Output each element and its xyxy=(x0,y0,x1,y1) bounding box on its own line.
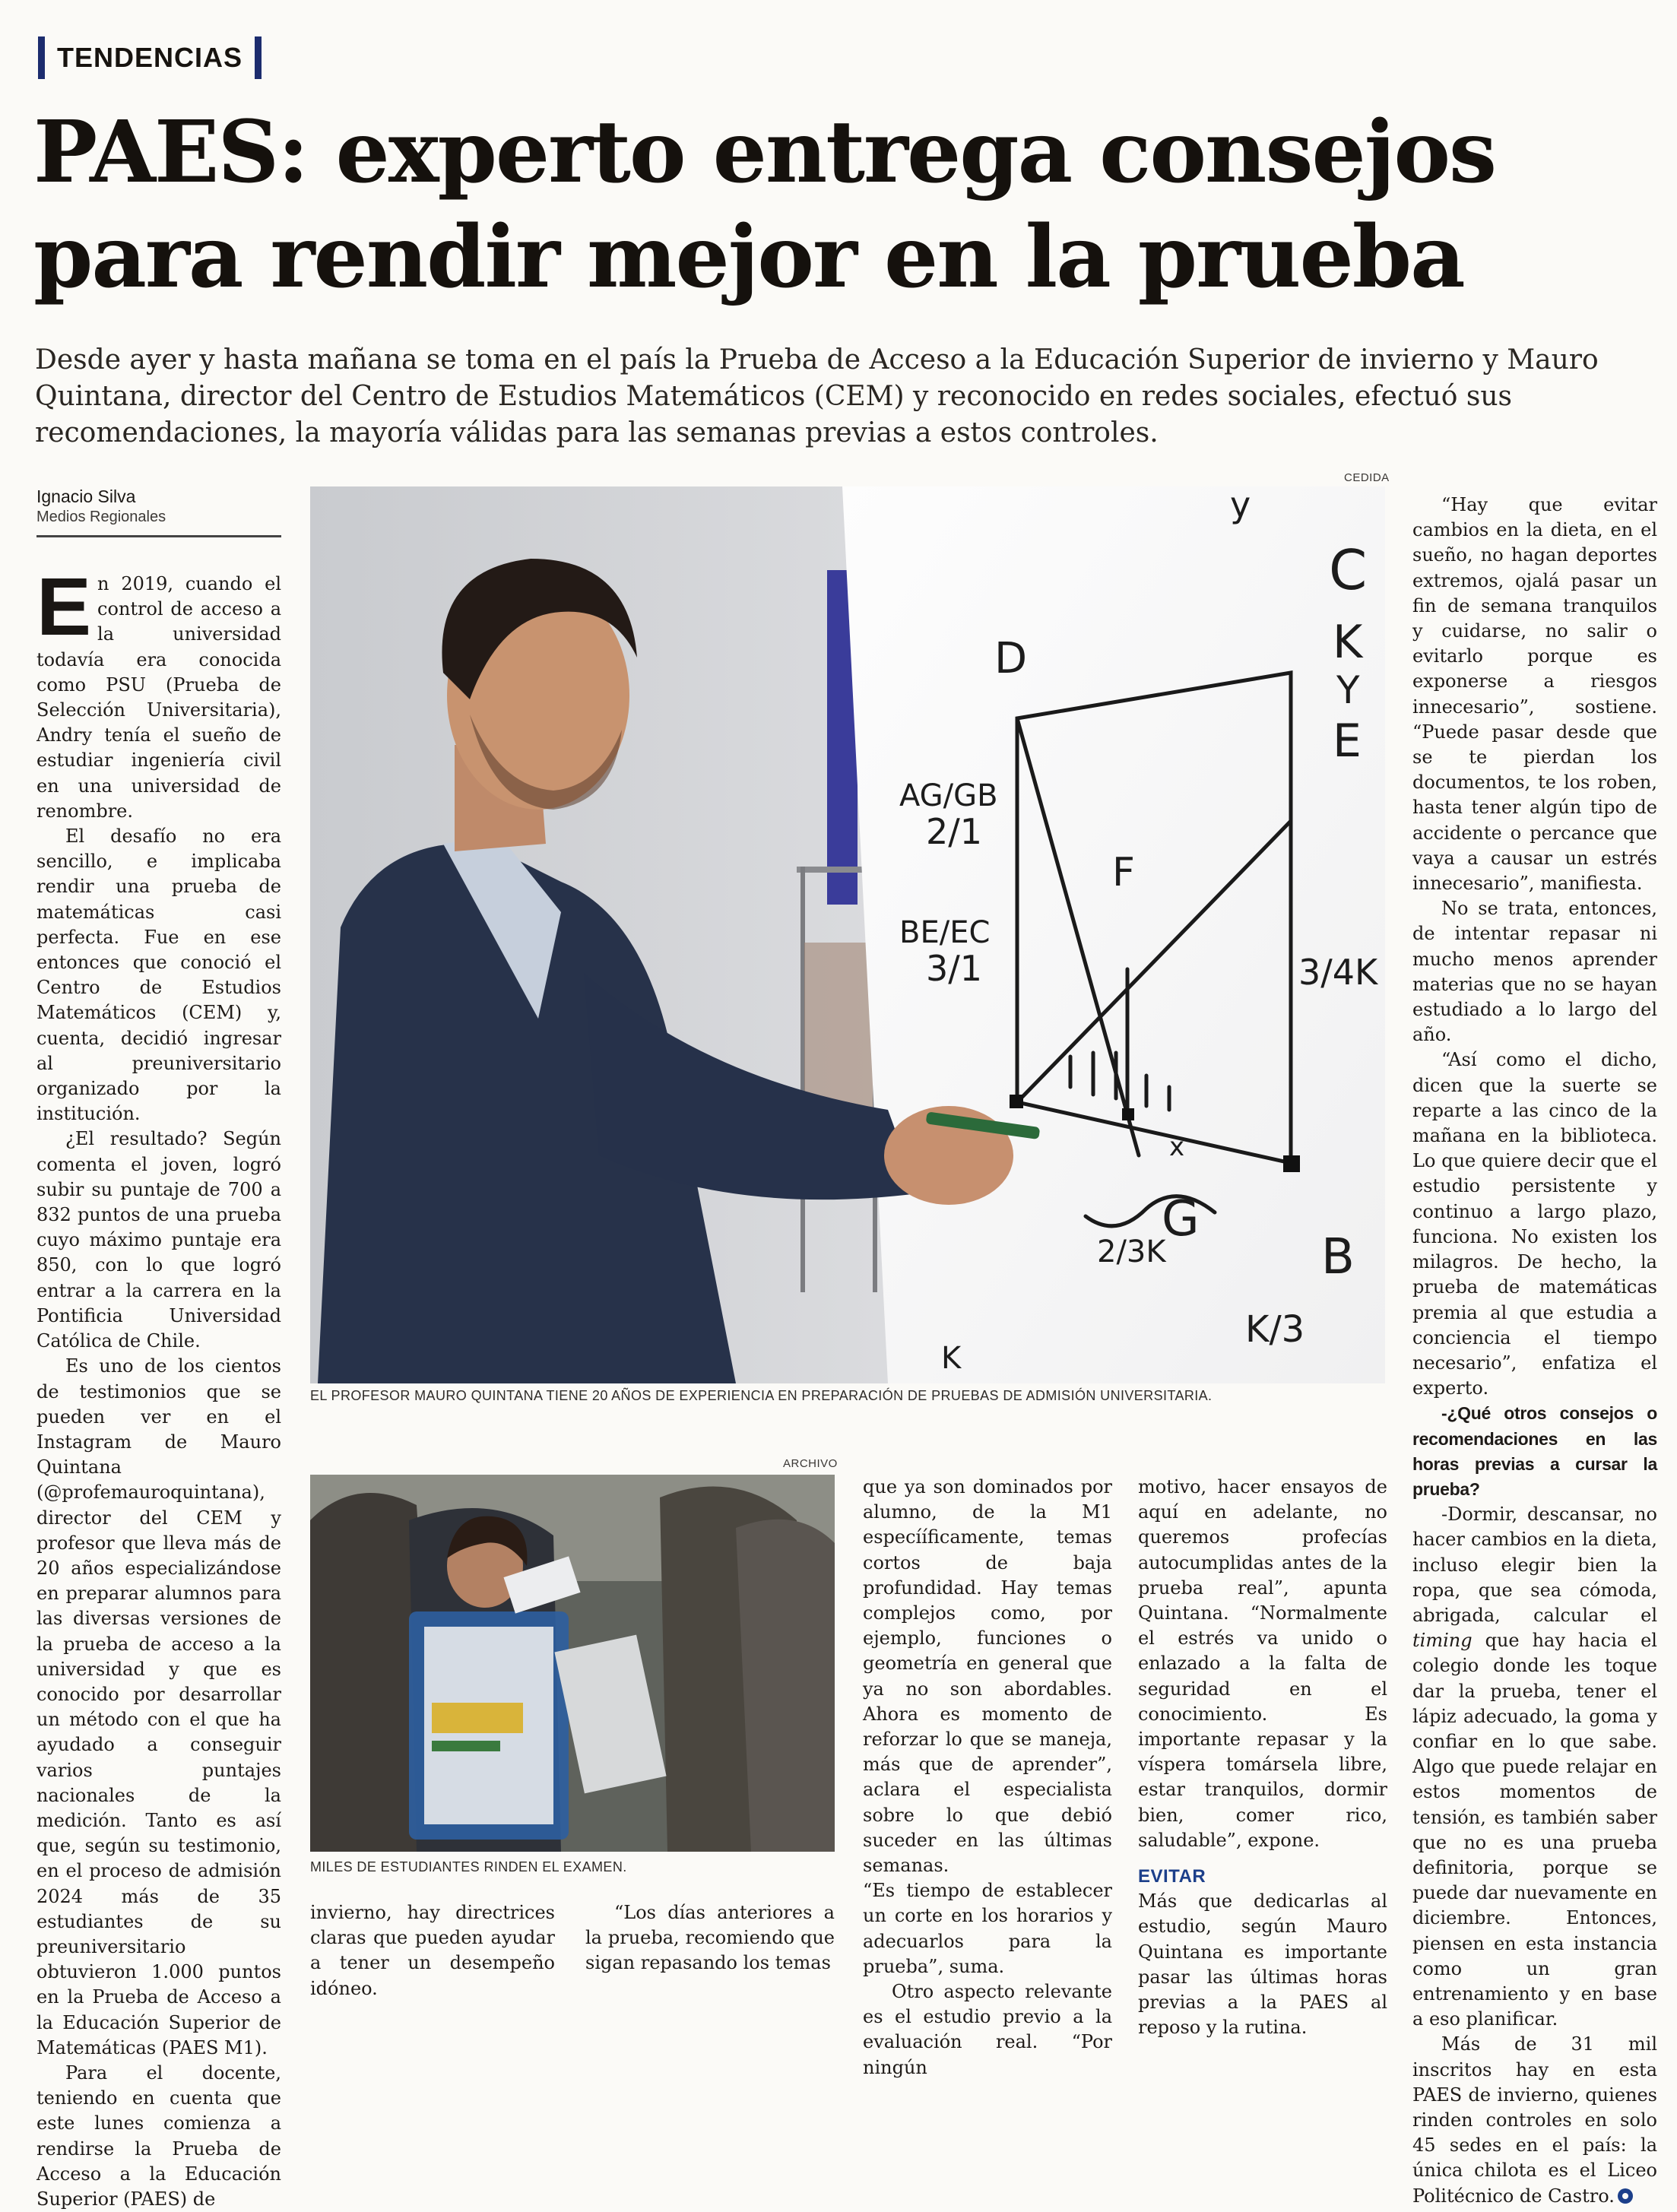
col6-paragraph-4: -Dormir, descansar, no hacer cambios en la dieta, incluso elegir bien la ropa, que sea cómoda, abrigada, calcular el timing que hay hacia el colegio donde les toque dar la prueba, tener el lápiz adecuado, la goma y confiar en lo que sabe. Algo que puede relajar en estos momentos de tensión, es también saber que no es una prueba definitoria, porque se puede dar nuevamente en diciembre. Entonces, piensen en esta instancia como un gran entrenamiento y en base a eso planificar. xyxy=(1412,1504,1657,2030)
wb-label-y: Y xyxy=(1336,668,1360,712)
col6-paragraph-2: No se trata, entonces, de intentar repasar ni mucho menos aprender materias que no se hayan estudiado a lo largo del año. xyxy=(1412,898,1657,1046)
wb-label-b: B xyxy=(1321,1229,1355,1285)
photo-small-caption: MILES DE ESTUDIANTES RINDEN EL EXAMEN. xyxy=(310,1859,627,1874)
photo-small-credit: ARCHIVO xyxy=(783,1457,838,1470)
byline-organization: Medios Regionales xyxy=(36,509,166,525)
photo-main xyxy=(310,486,1385,1383)
col1-paragraph-2: El desafío no era sencillo, e implicaba rendir una prueba de matemáticas casi perfecta. Fue en ese entonces que conoció el Centro de Estudios Matemáticos (CEM) y, cuenta, decidió ingresar al preuniversitario organizado por la institución. xyxy=(36,826,281,1125)
photo-main-credit: CEDIDA xyxy=(1344,471,1390,484)
students-exam-illustration xyxy=(310,1475,835,1852)
col6-paragraph-3: “Así como el dicho, dicen que la suerte se reparte a las cinco de la mañana en la biblioteca. Lo que quiere decir que el estudio persistente y continuo a largo plazo, funciona. No existen los milagros. De hecho, la prueba de matemáticas premia al que estudia a conciencia el tiempo necesario”, enfatiza el experto. xyxy=(1412,1049,1657,1399)
wb-ratio-bottom-value: 3/1 xyxy=(926,948,983,989)
article-column-2 xyxy=(310,1900,555,2007)
wb-ratio-top-value: 2/1 xyxy=(926,811,983,852)
col4-paragraph-1: que ya son dominados por alumno, de la M1 especííficamente, temas cortos de baja profundidad. Hay temas complejos como, por ejemplo, funciones o geometría en general que ya no son abordables. Ahora es momento de reforzar lo que se maneja, más que de aprender”, aclara el especialista sobre lo que debió suceder en las últimas semanas. xyxy=(863,1476,1112,1877)
wb-label-c: C xyxy=(1329,538,1368,602)
article-column-6 xyxy=(1412,493,1657,2207)
headline xyxy=(33,100,1653,310)
col6-paragraph-5: Más de 31 mil inscritos hay en esta PAES de invierno, quienes rinden controles en solo 45 sedes en el país: la única chilota es el Liceo Politécnico de Castro. xyxy=(1412,2033,1657,2207)
wb-label-k-third: K/3 xyxy=(1245,1308,1305,1351)
wb-label-x: x xyxy=(1169,1132,1185,1162)
wb-label-f: F xyxy=(1112,850,1135,895)
col6-paragraph-1: “Hay que evitar cambios en la dieta, en el sueño, no hagan deportes extremos, ojalá pasar un fin de semana tranquilos y cuidarse, no salir o evitarlo porque es exponerse a riesgos innecesario”, sostiene. “Puede pasar desde que se te pierdan los documentos, te los roben, hasta tener algún tipo de accidente o percance que vaya a causar un estrés innecesario”, manifiesta. xyxy=(1412,494,1657,895)
article-column-3 xyxy=(585,1900,835,2007)
col3-paragraph-1: “Los días anteriores a la prueba, recomiendo que sigan repasando los temas xyxy=(585,1902,835,1974)
col4-paragraph-3: Otro aspecto relevante es el estudio previo a la evaluación real. “Por ningún xyxy=(863,1981,1112,2078)
col1-paragraph-4: Es uno de los cientos de testimonios que se pueden ver en el Instagram de Mauro Quintana (@profemauroquintana), director del CEM y profesor que lleva más de 20 años especializándose en preparar alumnos para las diversas versiones de la prueba de acceso a la universidad y que es conocido por desarrollar un método con el que ha ayudado a conseguir varios puntajes nacionales de la medición. Tanto es así que, según su testimonio, en el proceso de admisión 2024 más de 35 estudiantes de su preuniversitario obtuvieron 1.000 puntos en la Prueba de Acceso a la Educación Superior de Matemáticas (PAES M1). xyxy=(36,1355,281,2058)
dropcap: E xyxy=(36,560,92,652)
col1-paragraph-5: Para el docente, teniendo en cuenta que este lunes comienza a rendirse la Prueba de Acceso a la Educación Superior (PAES) de xyxy=(36,2061,281,2210)
article-column-5 xyxy=(1138,1475,1387,2039)
wb-ratio-bottom: BE/EC xyxy=(899,915,991,950)
interview-question: -¿Qué otros consejos o recomendaciones en las horas previas a cursar la prueba? xyxy=(1412,1403,1657,1499)
lead-line-1: Desde ayer y hasta mañana se toma en el país la Prueba de Acceso a la Educación Superior de invierno y Mauro xyxy=(35,344,1599,376)
timing-emphasis: timing xyxy=(1412,1630,1473,1652)
col1-paragraph-1: En 2019, cuando el control de acceso a la universidad todavía era conocida como PSU (Prueba de Selección Universitaria), Andry tenía el sueño de estudiar ingeniería civil en una universidad de renombre. xyxy=(36,560,281,822)
wb-label-two-thirds-k: 2/3K xyxy=(1097,1234,1166,1269)
wb-ratio-top: AG/GB xyxy=(899,778,998,813)
headline-line-2: para rendir mejor en la prueba xyxy=(33,208,1464,307)
col1-paragraph-3: ¿El resultado? Según comenta el joven, logró subir su puntaje de 700 a 832 puntos de una prueba cuyo máximo puntaje era 850, con lo que logró entrar a la carrera en la Pontificia Universidad Católica de Chile. xyxy=(36,1128,281,1352)
wb-label-k: K xyxy=(1333,616,1363,669)
lead-line-3: recomendaciones, la mayoría válidas para las semanas previas a estos controles. xyxy=(35,417,1159,448)
byline-author: Ignacio Silva xyxy=(36,486,136,506)
article-column-1 xyxy=(36,560,281,2210)
article-column-4 xyxy=(863,1475,1112,2078)
teacher-whiteboard-illustration xyxy=(310,486,1385,1383)
col5-paragraph-2: Más que dedicarlas al estudio, según Mauro Quintana es importante pasar las últimas horas previas a la PAES al reposo y la rutina. xyxy=(1138,1890,1387,2039)
photo-main-caption: EL PROFESOR MAURO QUINTANA TIENE 20 AÑOS DE EXPERIENCIA EN PREPARACIÓN DE PRUEBAS DE ADMISIÓN UNIVERSITARIA. xyxy=(310,1388,1213,1403)
wb-hint: y xyxy=(1230,484,1251,525)
wb-label-g: G xyxy=(1162,1191,1200,1247)
lead-paragraph xyxy=(35,342,1647,452)
wb-label-three-quarters-k: 3/4K xyxy=(1298,952,1378,993)
col5-paragraph-1: motivo, hacer ensayos de aquí en adelante, no queremos profecías autocumplidas antes de la prueba real”, apunta Quintana. “Normalmente el estrés va unido o enlazado a la falta de seguridad en el conocimiento. Es importante repasar y la víspera tomársela libre, estar tranquilos, dormir bien, comer rico, saludable”, expone. xyxy=(1138,1476,1387,1851)
end-of-article-icon xyxy=(1618,2188,1633,2204)
photo-small xyxy=(310,1475,835,1852)
col4-paragraph-2: “Es tiempo de establecer un corte en los horarios y adecuarlos para la prueba”, suma. xyxy=(863,1880,1112,1977)
byline xyxy=(36,486,281,537)
wb-label-e: E xyxy=(1333,715,1362,768)
wb-label-k-bottom: K xyxy=(941,1341,962,1376)
lead-line-2: Quintana, director del Centro de Estudios Matemáticos (CEM) y reconocido en redes sociales, efectuó sus xyxy=(35,381,1513,412)
section-tag: TENDENCIAS xyxy=(38,36,262,79)
headline-line-1: PAES: experto entrega consejos xyxy=(33,103,1496,202)
wb-label-d: D xyxy=(994,634,1028,683)
col2-paragraph-1: invierno, hay directrices claras que pueden ayudar a tener un desempeño idóneo. xyxy=(310,1902,555,1999)
subhead-evitar: EVITAR xyxy=(1138,1866,1206,1887)
